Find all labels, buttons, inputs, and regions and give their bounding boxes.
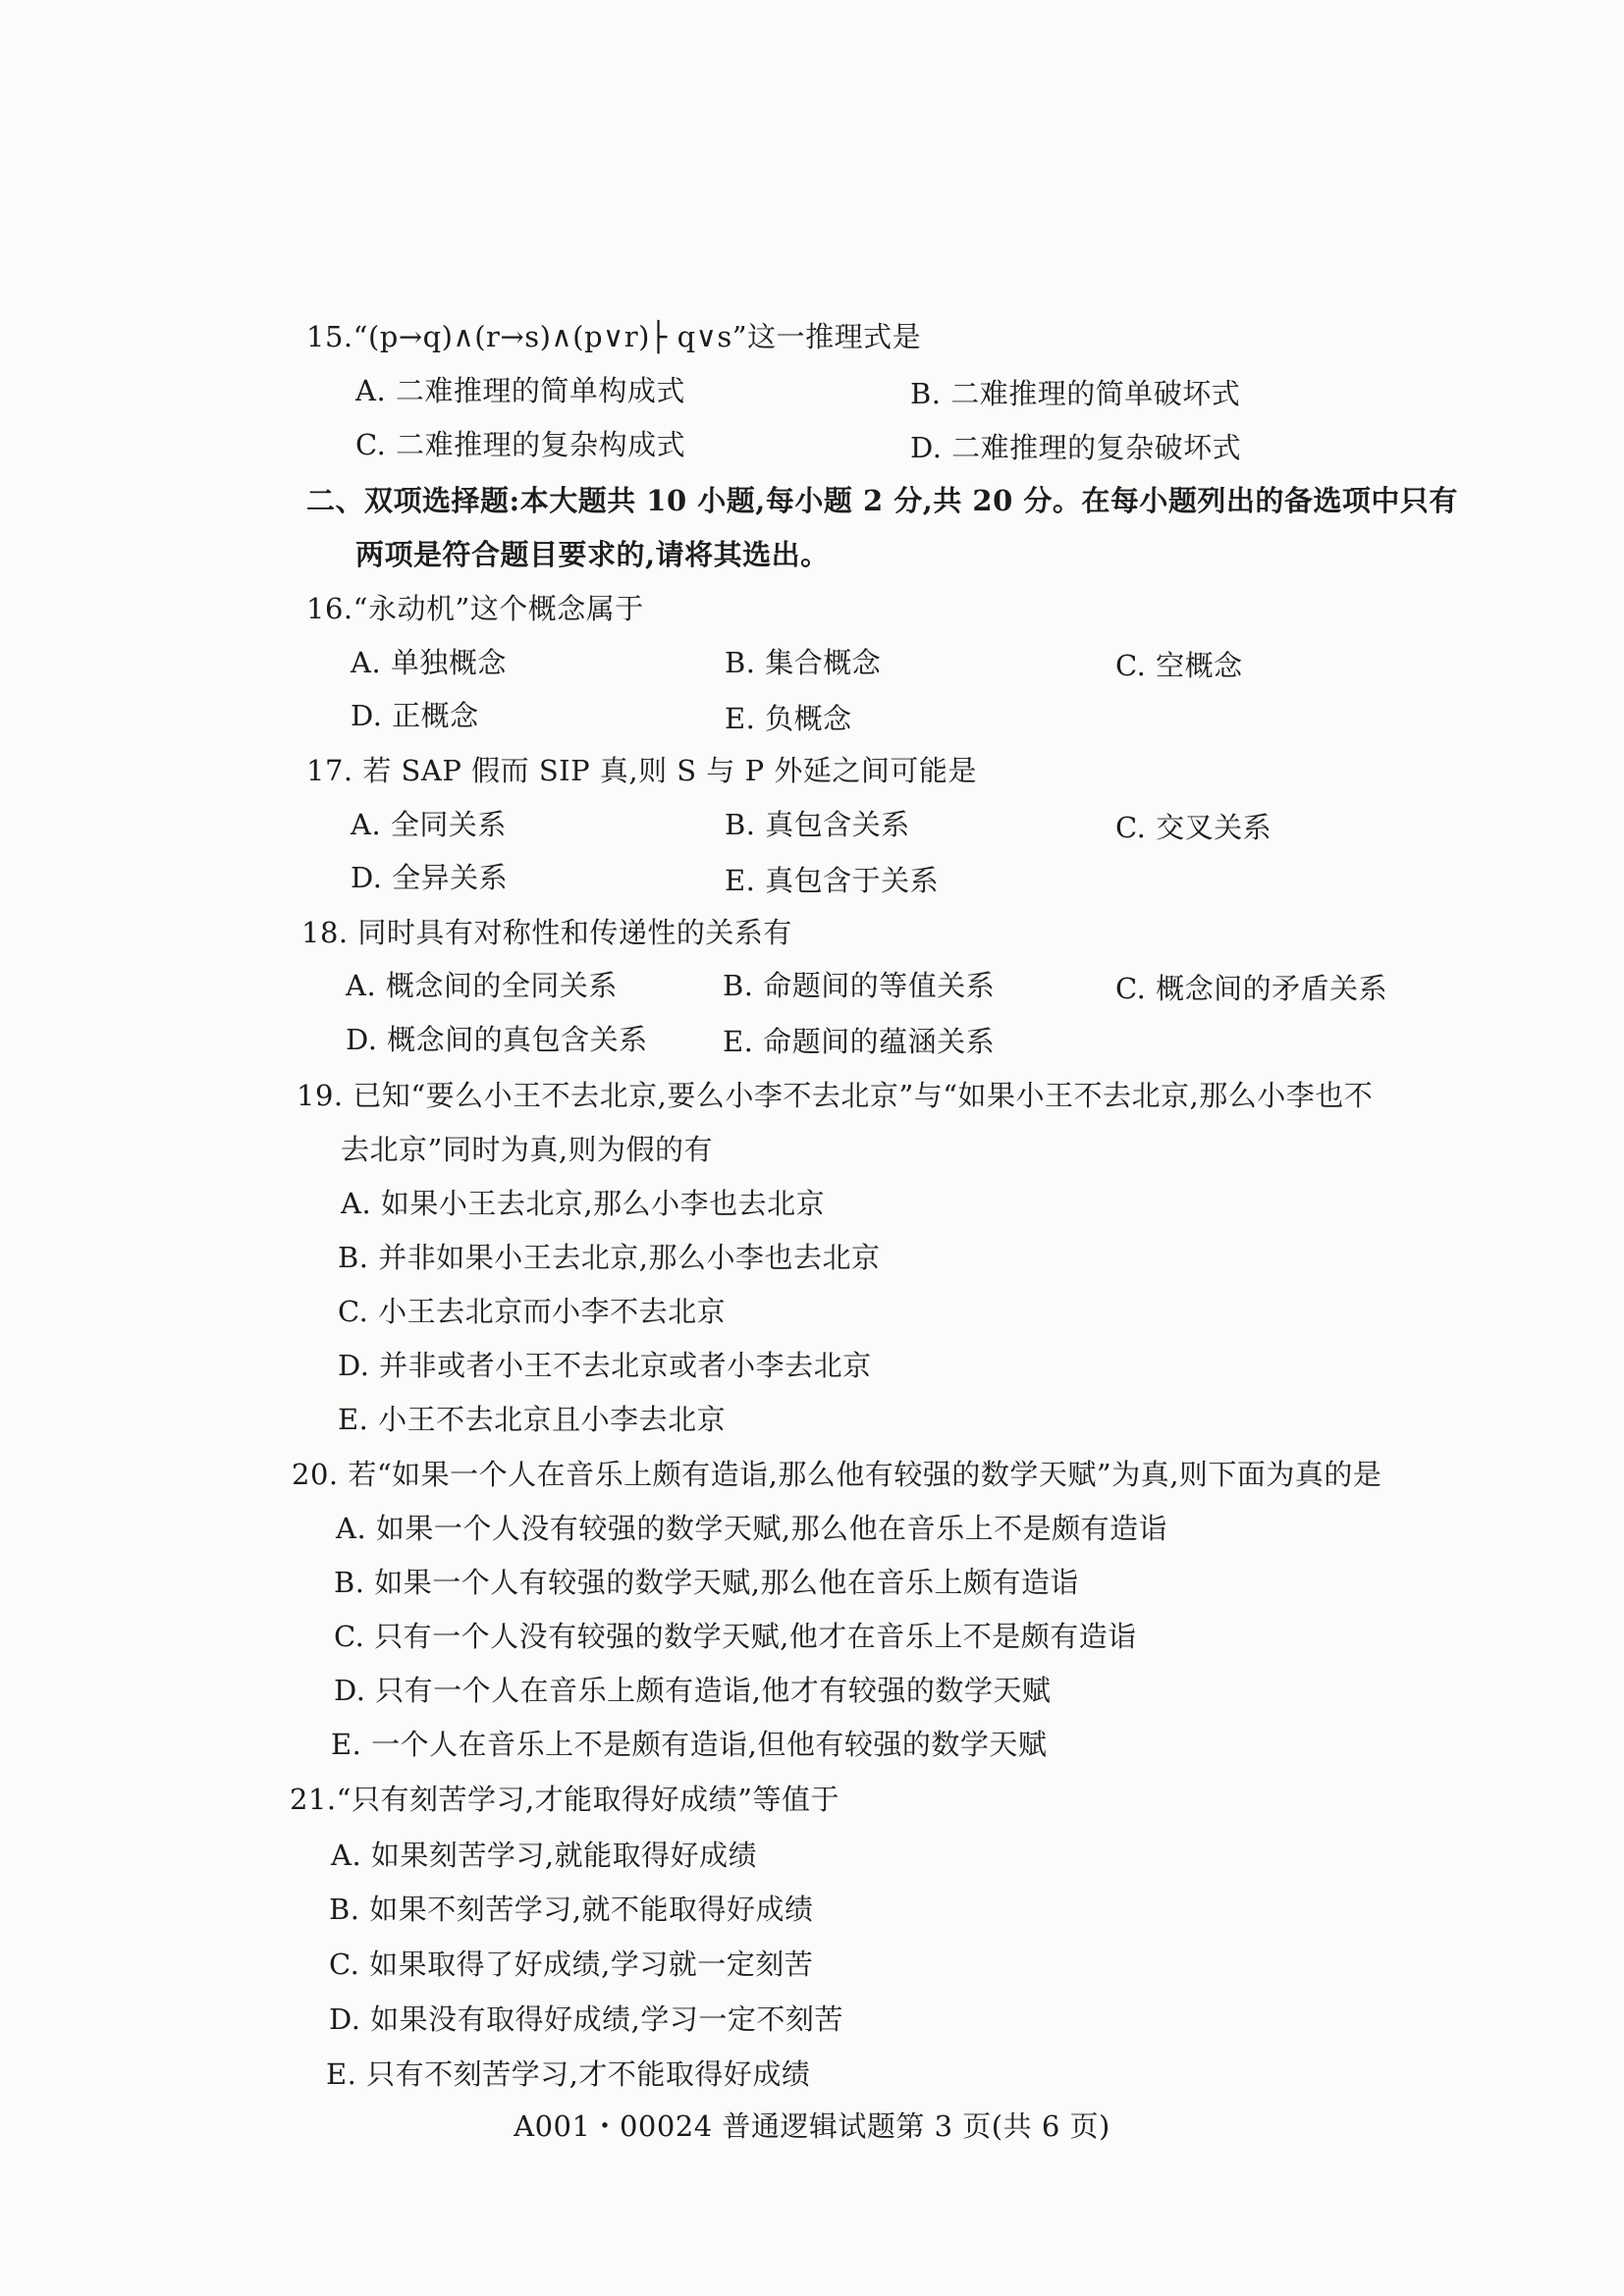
- question-18-option-c: C. 概念间的矛盾关系: [1115, 972, 1388, 1005]
- question-15-stem: 15.“(p→q)∧(r→s)∧(p∨r)├ q∨s”这一推理式是: [306, 320, 922, 353]
- question-16-option-a: A. 单独概念: [351, 646, 507, 679]
- question-20-option-a: A. 如果一个人没有较强的数学天赋,那么他在音乐上不是颇有造诣: [336, 1512, 1168, 1545]
- question-15-option-d: D. 二难推理的复杂破坏式: [910, 431, 1242, 464]
- question-17-option-c: C. 交叉关系: [1115, 811, 1272, 844]
- question-19-option-d: D. 并非或者小王不去北京或者小李去北京: [338, 1349, 872, 1382]
- question-18-stem: 18. 同时具有对称性和传递性的关系有: [301, 916, 792, 949]
- question-18-option-a: A. 概念间的全同关系: [346, 969, 618, 1002]
- question-17-stem: 17. 若 SAP 假而 SIP 真,则 S 与 P 外延之间可能是: [306, 754, 977, 787]
- question-16-option-e: E. 负概念: [725, 702, 852, 735]
- question-16-option-d: D. 正概念: [351, 699, 479, 732]
- section-2-instructions-line1: 二、双项选择题:本大题共 10 小题,每小题 2 分,共 20 分。在每小题列出的备选项中只有: [306, 484, 1458, 517]
- section-2-instructions-line2: 两项是符合题目要求的,请将其选出。: [355, 538, 830, 571]
- question-15-option-c: C. 二难推理的复杂构成式: [355, 428, 686, 461]
- question-17-option-d: D. 全异关系: [351, 861, 509, 894]
- question-16-option-c: C. 空概念: [1115, 649, 1243, 682]
- question-21-option-a: A. 如果刻苦学习,就能取得好成绩: [331, 1839, 758, 1872]
- question-19-stem-line2: 去北京”同时为真,则为假的有: [341, 1133, 714, 1166]
- question-18-option-b: B. 命题间的等值关系: [723, 969, 996, 1002]
- question-21-stem: 21.“只有刻苦学习,才能取得好成绩”等值于: [290, 1783, 839, 1816]
- question-21-option-e: E. 只有不刻苦学习,才不能取得好成绩: [326, 2057, 811, 2091]
- question-17-option-e: E. 真包含于关系: [725, 864, 940, 897]
- question-20-option-c: C. 只有一个人没有较强的数学天赋,他才在音乐上不是颇有造诣: [334, 1620, 1137, 1653]
- question-20-stem: 20. 若“如果一个人在音乐上颇有造诣,那么他有较强的数学天赋”为真,则下面为真的是: [292, 1458, 1382, 1491]
- question-15-option-b: B. 二难推理的简单破坏式: [910, 377, 1241, 410]
- question-21-option-b: B. 如果不刻苦学习,就不能取得好成绩: [329, 1893, 814, 1926]
- page-footer: A001・00024 普通逻辑试题第 3 页(共 6 页): [514, 2109, 1110, 2143]
- question-16-option-b: B. 集合概念: [725, 646, 882, 679]
- question-20-option-b: B. 如果一个人有较强的数学天赋,那么他在音乐上颇有造诣: [334, 1566, 1079, 1599]
- question-16-stem: 16.“永动机”这个概念属于: [306, 592, 644, 625]
- question-17-option-a: A. 全同关系: [351, 808, 507, 841]
- question-19-option-c: C. 小王去北京而小李不去北京: [338, 1295, 727, 1328]
- question-19-stem-line1: 19. 已知“要么小王不去北京,要么小李不去北京”与“如果小王不去北京,那么小李也不: [297, 1079, 1374, 1112]
- question-18-option-e: E. 命题间的蕴涵关系: [723, 1025, 996, 1058]
- question-21-option-c: C. 如果取得了好成绩,学习就一定刻苦: [329, 1948, 814, 1981]
- question-19-option-b: B. 并非如果小王去北京,那么小李也去北京: [338, 1241, 881, 1274]
- question-20-option-d: D. 只有一个人在音乐上颇有造诣,他才有较强的数学天赋: [334, 1674, 1052, 1707]
- question-17-option-b: B. 真包含关系: [725, 808, 910, 841]
- question-18-option-d: D. 概念间的真包含关系: [346, 1023, 648, 1056]
- question-19-option-a: A. 如果小王去北京,那么小李也去北京: [341, 1187, 826, 1220]
- question-15-option-a: A. 二难推理的简单构成式: [355, 374, 685, 407]
- question-19-option-e: E. 小王不去北京且小李去北京: [338, 1403, 727, 1436]
- question-21-option-d: D. 如果没有取得好成绩,学习一定不刻苦: [329, 2002, 843, 2036]
- question-20-option-e: E. 一个人在音乐上不是颇有造诣,但他有较强的数学天赋: [331, 1728, 1048, 1761]
